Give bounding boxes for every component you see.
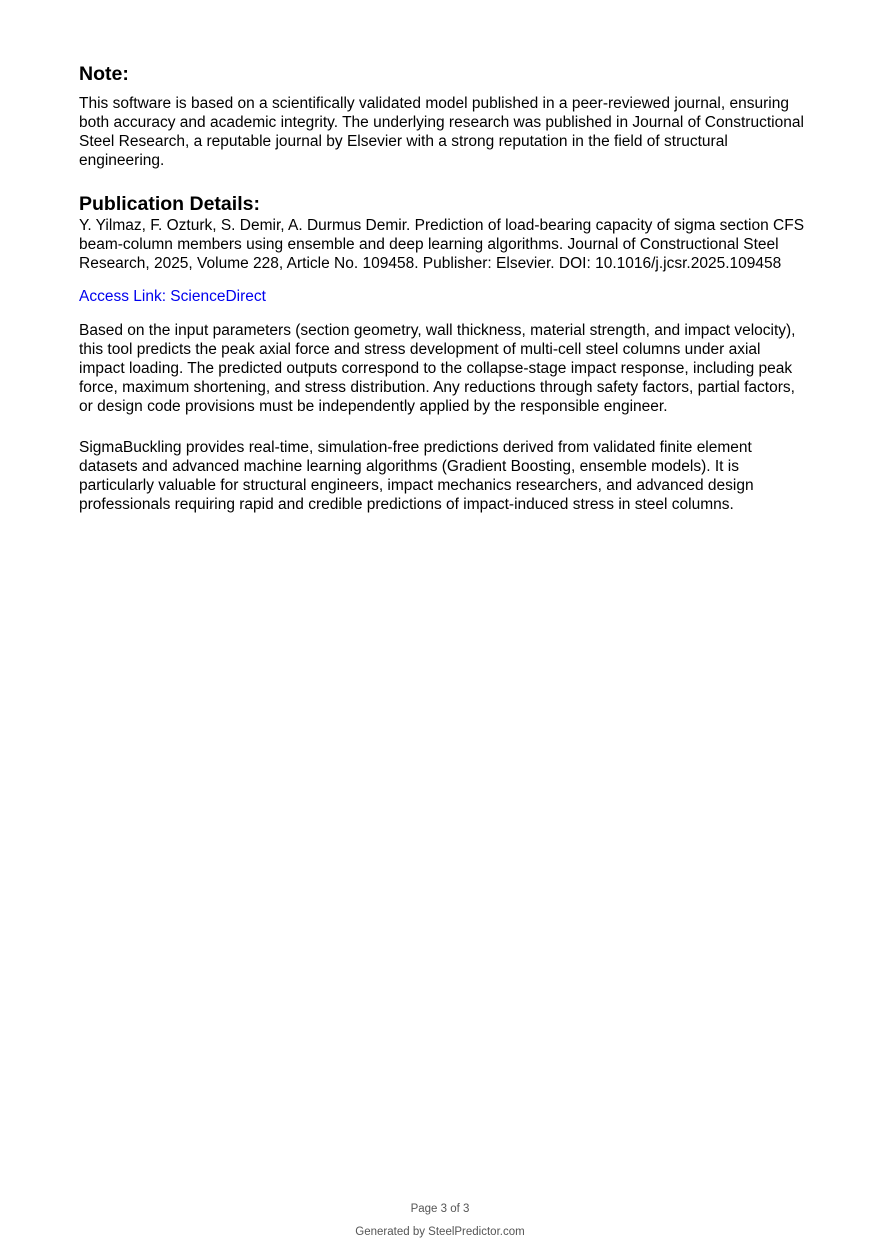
page-number: Page 3 of 3 [410, 1203, 470, 1215]
note-body: This software is based on a scientifically validated model published in a peer-reviewed journal, ensuring both accuracy and academic integrity. The underlying research was published in Journal of Constructional Steel Research, a reputable journal by Elsevier with a strong reputation in the field of structural engineering. [79, 95, 804, 169]
sigmabuckling-paragraph: SigmaBuckling provides real-time, simulation-free predictions derived from validated finite element datasets and advanced machine learning algorithms (Gradient Boosting, ensemble models). It is particularly valuable for structural engineers, impact mechanics researchers, and advanced design professionals requiring rapid and credible predictions of impact-induced stress in steel columns. [79, 439, 754, 513]
publication-citation: Y. Yilmaz, F. Ozturk, S. Demir, A. Durmus Demir. Prediction of load-bearing capacity of sigma section CFS beam-column members using ensemble and deep learning algorithms. Journal of Constructional Steel Research, 2025, Volume 228, Article No. 109458. Publisher: Elsevier. DOI: 10.1016/j.jcsr.2025.109458 [79, 217, 805, 272]
page-content [79, 62, 809, 514]
description-paragraph: Based on the input parameters (section geometry, wall thickness, material strength, and impact velocity), this tool predicts the peak axial force and stress development of multi-cell steel columns under axial impact loading. The predicted outputs correspond to the collapse-stage impact response, including peak force, maximum shortening, and stress distribution. Any reductions through safety factors, partial factors, or design code provisions must be independently applied by the responsible engineer. [79, 322, 796, 415]
publication-heading: Publication Details: [79, 193, 260, 215]
sciencedirect-link[interactable]: Access Link: ScienceDirect [79, 288, 266, 305]
note-heading: Note: [79, 63, 129, 85]
generated-by: Generated by SteelPredictor.com [355, 1226, 525, 1238]
